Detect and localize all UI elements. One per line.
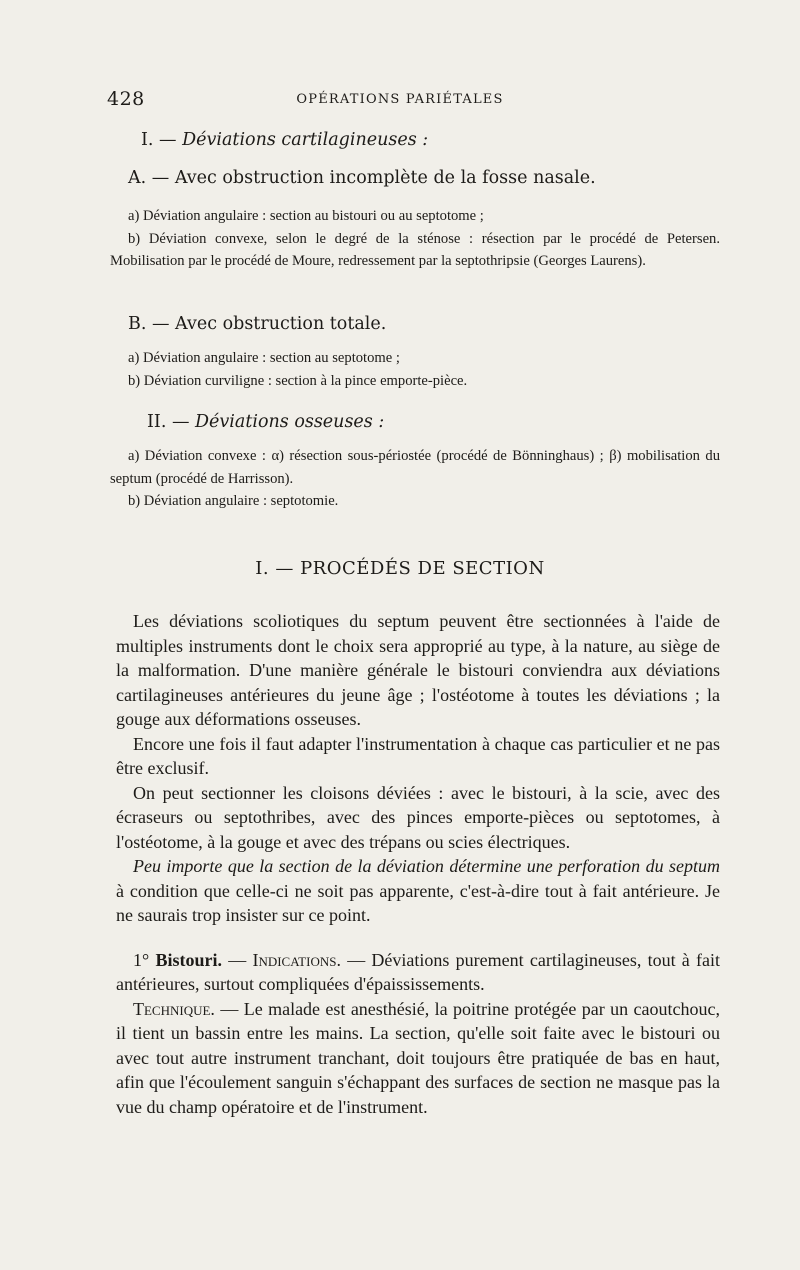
group-a-list (110, 205, 720, 273)
paragraph: On peut sectionner les cloisons déviées : avec le bistouri, à la scie, avec des écraseurs ou septothribes, avec des pinces emporte-pièces ou septotomes, à l'ostéotome, à la gouge et avec des trépans ou scies électriques. (116, 782, 720, 852)
section-body (116, 609, 720, 1119)
paragraph: Les déviations scoliotiques du septum peuvent être sectionnées à l'aide de multiples instruments dont le choix sera approprié au type, à la nature, au siège de la malformation. D'une manière générale le bistouri conviendra aux déviations cartilagineuses antérieures du jeune âge ; l'ostéotome à toutes les déviations ; la gouge aux déformations osseuses. (116, 611, 720, 729)
osseous-item-b: b) Déviation angulaire : septotomie. (128, 493, 339, 509)
page-number: 428 (107, 88, 145, 110)
osseous-item-a: a) Déviation convexe : α) résection sous-périostée (procédé de Bönninghaus) ; β) mobilisation du septum (procédé de Harrisson). (110, 448, 720, 487)
group-b-list (110, 347, 720, 392)
group-a-item-a: a) Déviation angulaire : section au bistouri ou au septotome ; (128, 208, 484, 224)
group-a-item-b: b) Déviation convexe, selon le degré de la sténose : résection par le procédé de Petersen. Mobilisation par le procédé de Moure, redressement par la septothripsie (Georges Laurens). (110, 230, 720, 269)
bistouri-indications: 1° Bistouri. — Indications. — Déviations purement cartilagineuses, tout à fait antérieures, surtout compliquées d'épaississements. (116, 949, 721, 994)
group-b-item-b: b) Déviation curviligne : section à la pince emporte-pièce. (128, 372, 468, 389)
bistouri-technique: Technique. — Le malade est anesthésié, la poitrine protégée par un caoutchouc, il tient un bassin entre les mains. La section, qu'elle soit faite avec le bistouri ou avec tout autre instrument tranchant, doit toujours être pratiquée de bas en haut, afin que l'écoulement sanguin s'échappant des surfaces de section ne masque pas la vue du champ opératoire et de l'instrument. (116, 998, 720, 1117)
heading-group-b: B. — Avec obstruction totale. (128, 314, 387, 334)
heading-group-a: A. — Avec obstruction incomplète de la fosse nasale. (128, 168, 596, 188)
heading-osseous: II. — Déviations osseuses : (147, 412, 385, 432)
heading-cartilaginous: I. — Déviations cartilagineuses : (141, 130, 429, 150)
paragraph: Encore une fois il faut adapter l'instrumentation à chaque cas particulier et ne pas être exclusif. (116, 733, 720, 778)
running-title: OPÉRATIONS PARIÉTALES (296, 92, 504, 107)
osseous-list (110, 445, 720, 513)
paragraph: Peu importe que la section de la déviation détermine une perforation du septum à condition que celle-ci ne soit pas apparente, c'est-à-dire tout à fait antérieure. Je ne saurais trop insister sur ce point. (116, 856, 720, 925)
section-title: I. — PROCÉDÉS DE SECTION (255, 558, 545, 579)
group-b-item-a: a) Déviation angulaire : section au septotome ; (128, 350, 400, 366)
